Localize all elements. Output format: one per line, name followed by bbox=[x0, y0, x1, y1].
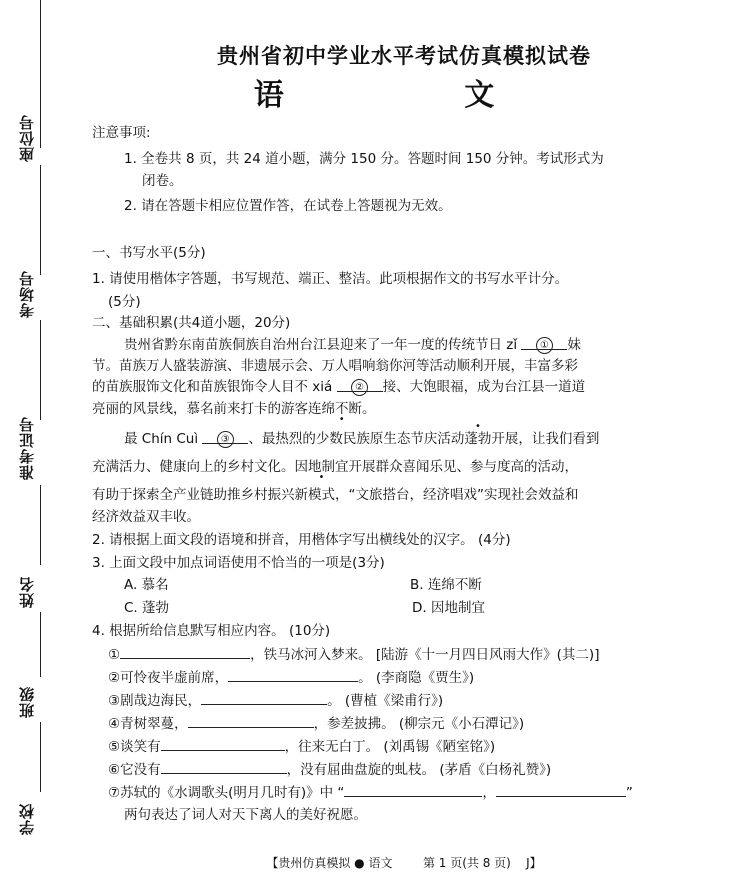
seat-label: 座位号 bbox=[18, 114, 36, 162]
room-line bbox=[40, 165, 41, 275]
class-line bbox=[40, 612, 41, 677]
dotted-word-2: 蓬勃 bbox=[464, 431, 492, 447]
seat-line bbox=[40, 0, 41, 148]
answer-blank[interactable] bbox=[344, 783, 482, 797]
item-text: ，参差披拂。 (柳宗元《小石潭记》) bbox=[313, 716, 525, 732]
passage-line-5 bbox=[124, 430, 599, 448]
passage-line-1 bbox=[124, 336, 581, 354]
item-text: ，没有屈曲盘旋的虬枝。 (茅盾《白杨礼赞》) bbox=[286, 762, 552, 778]
notes-heading: 注意事项: bbox=[92, 125, 151, 141]
dotted-word-3: 因地制宜 bbox=[294, 459, 349, 475]
answer-blank[interactable] bbox=[228, 668, 358, 682]
passage-line-6 bbox=[92, 458, 578, 476]
item-text: ⑦苏轼的《水调歌头(明月几时有)》中 “ bbox=[108, 785, 345, 801]
passage-text: 开展，让我们看到 bbox=[491, 431, 600, 447]
passage-text: 亮丽的风景线，慕名前来打卡的游客连 bbox=[92, 401, 322, 417]
option-c: C. 蓬勃 bbox=[124, 600, 170, 616]
item-text: ， bbox=[482, 785, 496, 801]
note-item-2: 2. 请在答题卡相应位置作答，在试卷上答题视为无效。 bbox=[124, 198, 452, 214]
item-text: ，往来无白丁。 (刘禹锡《陋室铭》) bbox=[284, 739, 496, 755]
blank-2 bbox=[337, 378, 383, 392]
answer-blank[interactable] bbox=[496, 783, 626, 797]
passage-text: 、最热烈的少数民族原生态节庆活动 bbox=[248, 431, 465, 447]
passage-text: 最 Chín Cuì bbox=[124, 431, 203, 447]
item-text: ⑤谈笑有 bbox=[108, 739, 161, 755]
note-item-1-cont: 闭卷。 bbox=[142, 173, 183, 189]
passage-line-7: 有助于探索全产业链助推乡村振兴新模式，“文旅搭台，经济唱戏”实现社会效益和 bbox=[92, 487, 579, 503]
name-label: 姓名 bbox=[18, 576, 36, 608]
item-text: ” bbox=[625, 785, 633, 801]
answer-blank[interactable] bbox=[120, 645, 250, 659]
passage-line-2: 节。苗族万人盛装游演、非遗展示会、万人唱响翁你河等活动顺利开展，丰富多彩 bbox=[92, 358, 578, 374]
passage-text: 的苗族服饰文化和苗族银饰令人目不 xiá bbox=[92, 379, 337, 395]
recite-item-7 bbox=[108, 783, 633, 802]
option-b: B. 连绵不断 bbox=[410, 577, 482, 593]
recite-item-1 bbox=[108, 645, 599, 664]
school-line bbox=[40, 722, 41, 792]
item-text: ，铁马冰河入梦来。 [陆游《十一月四日风雨大作》(其二)] bbox=[250, 647, 600, 663]
exam-title: 贵州省初中学业水平考试仿真模拟试卷 bbox=[217, 44, 591, 68]
blank-3 bbox=[202, 430, 248, 444]
passage-text: 开展群众喜闻乐见、参与度高的活动， bbox=[348, 459, 578, 475]
option-d: D. 因地制宜 bbox=[412, 600, 485, 616]
dotted-word-1: 绵不断 bbox=[321, 401, 362, 417]
option-a: A. 慕名 bbox=[124, 577, 169, 593]
passage-line-8: 经济效益双丰收。 bbox=[92, 509, 200, 525]
item-text: ③剧哉边海民， bbox=[108, 693, 202, 709]
passage-text: 妹 bbox=[567, 337, 581, 353]
note-item-1: 1. 全卷共 8 页，共 24 道小题，满分 150 分。答题时间 150 分钟。考试形式为 bbox=[124, 151, 604, 167]
question-4: 4. 根据所给信息默写相应内容。 (10分) bbox=[92, 623, 331, 639]
item-text: ②可怜夜半虚前席， bbox=[108, 670, 229, 686]
section-2-heading: 二、基础积累(共4道小题，20分) bbox=[92, 315, 291, 331]
passage-text: 充满活力、健康向上的乡村文化。 bbox=[92, 459, 295, 475]
ticket-label: 准考证号 bbox=[18, 416, 36, 480]
school-label: 学校 bbox=[18, 803, 36, 835]
passage-text: 。 bbox=[362, 401, 376, 417]
blank-1 bbox=[521, 336, 567, 350]
answer-blank[interactable] bbox=[188, 714, 314, 728]
room-label: 考场号 bbox=[18, 270, 36, 318]
question-1-score: (5分) bbox=[108, 294, 141, 310]
class-label: 班级 bbox=[18, 686, 36, 718]
section-1-heading: 一、书写水平(5分) bbox=[92, 245, 206, 261]
recite-item-7-cont: 两句表达了词人对天下离人的美好祝愿。 bbox=[124, 807, 367, 823]
passage-line-4 bbox=[92, 400, 376, 418]
passage-text: 接、大饱眼福，成为台江县一道道 bbox=[382, 379, 586, 395]
answer-blank[interactable] bbox=[161, 760, 287, 774]
ticket-line bbox=[40, 320, 41, 420]
answer-blank[interactable] bbox=[201, 691, 327, 705]
subject-title: 语 文 bbox=[253, 78, 555, 113]
marker-3: ③ bbox=[217, 431, 234, 448]
item-text: 。 (李商隐《贾生》) bbox=[358, 670, 475, 686]
item-number: ① bbox=[108, 647, 121, 663]
item-text: ④青树翠蔓， bbox=[108, 716, 188, 732]
recite-item-3 bbox=[108, 691, 443, 710]
marker-1: ① bbox=[536, 337, 553, 354]
recite-item-4 bbox=[108, 714, 524, 733]
binding-margin bbox=[0, 0, 60, 881]
recite-item-6 bbox=[108, 760, 551, 779]
passage-text: 贵州省黔东南苗族侗族自治州台江县迎来了一年一度的传统节日 zǐ bbox=[124, 337, 522, 353]
marker-2: ② bbox=[351, 379, 368, 396]
item-text: 。 (曹植《梁甫行》) bbox=[327, 693, 444, 709]
passage-line-3 bbox=[92, 378, 585, 396]
question-2: 2. 请根据上面文段的语境和拼音，用楷体字写出横线处的汉字。 (4分) bbox=[92, 532, 511, 548]
answer-blank[interactable] bbox=[161, 737, 285, 751]
item-text: ⑥它没有 bbox=[108, 762, 161, 778]
question-3: 3. 上面文段中加点词语使用不恰当的一项是(3分) bbox=[92, 555, 385, 571]
question-1: 1. 请使用楷体字答题，书写规范、端正、整洁。此项根据作文的书写水平计分。 bbox=[92, 271, 569, 287]
name-line bbox=[40, 485, 41, 565]
page-footer: 【贵州仿真模拟 ● 语文 第 1 页(共 8 页) J】 bbox=[266, 856, 542, 870]
recite-item-5 bbox=[108, 737, 495, 756]
recite-item-2 bbox=[108, 668, 474, 687]
